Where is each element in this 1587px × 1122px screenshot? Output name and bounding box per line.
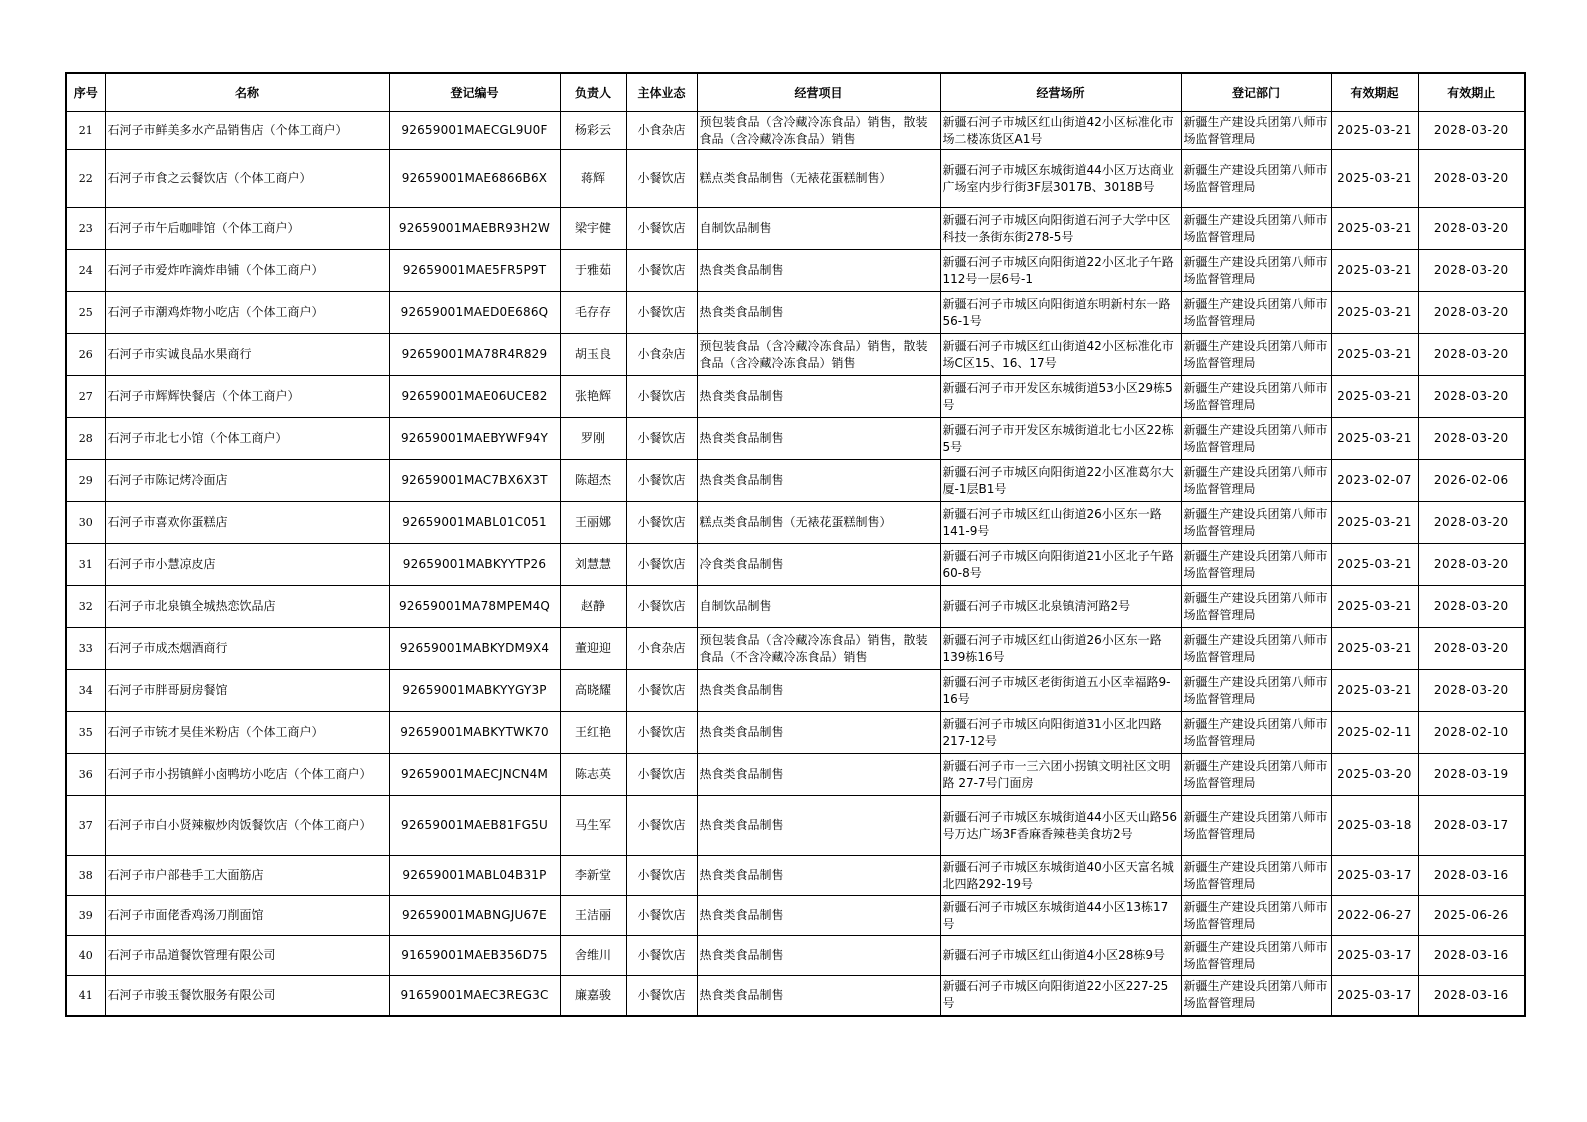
registration-code: 92659001MABKYYGY3P	[389, 670, 560, 712]
header-place: 经营场所	[940, 73, 1181, 112]
business-type: 小餐饮店	[626, 936, 697, 976]
business-name: 石河子市食之云餐饮店（个体工商户）	[105, 150, 389, 208]
registration-department: 新疆生产建设兵团第八师市场监督管理局	[1181, 670, 1331, 712]
registration-department: 新疆生产建设兵团第八师市场监督管理局	[1181, 976, 1331, 1016]
header-valid-to: 有效期止	[1418, 73, 1525, 112]
business-address: 新疆石河子市城区红山街道42小区标准化市场C区15、16、17号	[940, 334, 1181, 376]
table-row	[66, 292, 1525, 334]
registration-code: 92659001MAC7BX6X3T	[389, 460, 560, 502]
registration-code: 92659001MAE06UCE82	[389, 376, 560, 418]
business-address: 新疆石河子市城区东城街道44小区13栋17号	[940, 896, 1181, 936]
row-number: 34	[66, 670, 105, 712]
valid-from-date: 2025-03-21	[1331, 112, 1418, 150]
row-number: 39	[66, 896, 105, 936]
header-no: 序号	[66, 73, 105, 112]
valid-to-date: 2028-03-20	[1418, 250, 1525, 292]
table-row	[66, 112, 1525, 150]
valid-to-date: 2028-03-20	[1418, 628, 1525, 670]
business-items: 冷食类食品制售	[697, 544, 940, 586]
registration-department: 新疆生产建设兵团第八师市场监督管理局	[1181, 376, 1331, 418]
table-row	[66, 150, 1525, 208]
table-row	[66, 856, 1525, 896]
header-code: 登记编号	[389, 73, 560, 112]
registration-department: 新疆生产建设兵团第八师市场监督管理局	[1181, 250, 1331, 292]
row-number: 23	[66, 208, 105, 250]
business-address: 新疆石河子市城区东城街道44小区天山路56号万达广场3F香麻香辣巷美食坊2号	[940, 796, 1181, 856]
registration-department: 新疆生产建设兵团第八师市场监督管理局	[1181, 502, 1331, 544]
valid-from-date: 2025-03-21	[1331, 502, 1418, 544]
header-items: 经营项目	[697, 73, 940, 112]
table-row	[66, 418, 1525, 460]
valid-from-date: 2025-03-21	[1331, 628, 1418, 670]
business-name: 石河子市实诚良品水果商行	[105, 334, 389, 376]
business-type: 小餐饮店	[626, 976, 697, 1016]
business-address: 新疆石河子市城区向阳街道21小区北子午路60-8号	[940, 544, 1181, 586]
business-type: 小餐饮店	[626, 896, 697, 936]
row-number: 26	[66, 334, 105, 376]
business-name: 石河子市白小贤辣椒炒肉饭餐饮店（个体工商户）	[105, 796, 389, 856]
valid-to-date: 2028-03-20	[1418, 112, 1525, 150]
business-items: 预包装食品（含冷藏冷冻食品）销售，散装食品（不含冷藏冷冻食品）销售	[697, 628, 940, 670]
business-items: 热食类食品制售	[697, 976, 940, 1016]
valid-to-date: 2025-06-26	[1418, 896, 1525, 936]
business-address: 新疆石河子市城区红山街道42小区标准化市场二楼冻货区A1号	[940, 112, 1181, 150]
row-number: 33	[66, 628, 105, 670]
row-number: 27	[66, 376, 105, 418]
valid-to-date: 2028-03-16	[1418, 856, 1525, 896]
responsible-person: 毛存存	[560, 292, 626, 334]
responsible-person: 董迎迎	[560, 628, 626, 670]
registration-code: 92659001MAEBR93H2W	[389, 208, 560, 250]
table-row	[66, 896, 1525, 936]
business-type: 小餐饮店	[626, 712, 697, 754]
valid-from-date: 2025-03-17	[1331, 856, 1418, 896]
table-row	[66, 544, 1525, 586]
business-address: 新疆石河子市城区红山街道26小区东一路141-9号	[940, 502, 1181, 544]
business-items: 热食类食品制售	[697, 460, 940, 502]
valid-to-date: 2028-03-20	[1418, 670, 1525, 712]
registration-code: 92659001MAED0E686Q	[389, 292, 560, 334]
row-number: 24	[66, 250, 105, 292]
row-number: 31	[66, 544, 105, 586]
valid-from-date: 2025-03-20	[1331, 754, 1418, 796]
table-row	[66, 628, 1525, 670]
business-address: 新疆石河子市城区北泉镇清河路2号	[940, 586, 1181, 628]
header-row	[66, 73, 1525, 112]
valid-from-date: 2025-03-17	[1331, 976, 1418, 1016]
registration-department: 新疆生产建设兵团第八师市场监督管理局	[1181, 292, 1331, 334]
valid-to-date: 2028-03-20	[1418, 376, 1525, 418]
registration-department: 新疆生产建设兵团第八师市场监督管理局	[1181, 334, 1331, 376]
registration-department: 新疆生产建设兵团第八师市场监督管理局	[1181, 112, 1331, 150]
registration-department: 新疆生产建设兵团第八师市场监督管理局	[1181, 544, 1331, 586]
row-number: 36	[66, 754, 105, 796]
responsible-person: 马生军	[560, 796, 626, 856]
registration-department: 新疆生产建设兵团第八师市场监督管理局	[1181, 628, 1331, 670]
valid-to-date: 2028-03-20	[1418, 334, 1525, 376]
registration-code: 92659001MABL01C051	[389, 502, 560, 544]
business-name: 石河子市胖哥厨房餐馆	[105, 670, 389, 712]
valid-to-date: 2028-03-19	[1418, 754, 1525, 796]
responsible-person: 廉嘉骏	[560, 976, 626, 1016]
business-items: 热食类食品制售	[697, 896, 940, 936]
business-name: 石河子市北七小馆（个体工商户）	[105, 418, 389, 460]
table-row	[66, 936, 1525, 976]
registration-department: 新疆生产建设兵团第八师市场监督管理局	[1181, 896, 1331, 936]
business-name: 石河子市面佬香鸡汤刀削面馆	[105, 896, 389, 936]
row-number: 21	[66, 112, 105, 150]
business-address: 新疆石河子市城区向阳街道22小区北子午路112号一层6号-1	[940, 250, 1181, 292]
registration-code: 92659001MAECJNCN4M	[389, 754, 560, 796]
business-type: 小食杂店	[626, 628, 697, 670]
registration-department: 新疆生产建设兵团第八师市场监督管理局	[1181, 208, 1331, 250]
row-number: 40	[66, 936, 105, 976]
valid-from-date: 2025-03-21	[1331, 208, 1418, 250]
business-address: 新疆石河子市城区向阳街道22小区227-25号	[940, 976, 1181, 1016]
registration-department: 新疆生产建设兵团第八师市场监督管理局	[1181, 460, 1331, 502]
table-row	[66, 460, 1525, 502]
table-body	[66, 112, 1525, 1016]
business-items: 糕点类食品制售（无裱花蛋糕制售）	[697, 150, 940, 208]
registration-department: 新疆生产建设兵团第八师市场监督管理局	[1181, 936, 1331, 976]
business-items: 预包装食品（含冷藏冷冻食品）销售，散装食品（含冷藏冷冻食品）销售	[697, 334, 940, 376]
row-number: 35	[66, 712, 105, 754]
row-number: 28	[66, 418, 105, 460]
valid-from-date: 2025-03-21	[1331, 670, 1418, 712]
table-row	[66, 586, 1525, 628]
business-name: 石河子市户部巷手工大面筋店	[105, 856, 389, 896]
business-address: 新疆石河子市城区红山街道4小区28栋9号	[940, 936, 1181, 976]
business-address: 新疆石河子市城区老街街道五小区幸福路9-16号	[940, 670, 1181, 712]
row-number: 22	[66, 150, 105, 208]
responsible-person: 王红艳	[560, 712, 626, 754]
valid-to-date: 2028-03-17	[1418, 796, 1525, 856]
business-type: 小餐饮店	[626, 150, 697, 208]
valid-from-date: 2025-03-21	[1331, 292, 1418, 334]
registration-department: 新疆生产建设兵团第八师市场监督管理局	[1181, 418, 1331, 460]
table-row	[66, 754, 1525, 796]
business-name: 石河子市午后咖啡馆（个体工商户）	[105, 208, 389, 250]
business-items: 预包装食品（含冷藏冷冻食品）销售，散装食品（含冷藏冷冻食品）销售	[697, 112, 940, 150]
registration-code: 92659001MABL04B31P	[389, 856, 560, 896]
responsible-person: 刘慧慧	[560, 544, 626, 586]
responsible-person: 胡玉良	[560, 334, 626, 376]
business-name: 石河子市陈记烤冷面店	[105, 460, 389, 502]
business-name: 石河子市鲜美多水产品销售店（个体工商户）	[105, 112, 389, 150]
row-number: 37	[66, 796, 105, 856]
header-person: 负责人	[560, 73, 626, 112]
business-type: 小餐饮店	[626, 670, 697, 712]
responsible-person: 蒋辉	[560, 150, 626, 208]
responsible-person: 舍维川	[560, 936, 626, 976]
registration-code: 92659001MABKYTWK70	[389, 712, 560, 754]
table-row	[66, 208, 1525, 250]
business-name: 石河子市成杰烟酒商行	[105, 628, 389, 670]
valid-to-date: 2028-03-20	[1418, 544, 1525, 586]
registration-department: 新疆生产建设兵团第八师市场监督管理局	[1181, 796, 1331, 856]
header-name: 名称	[105, 73, 389, 112]
valid-from-date: 2025-03-21	[1331, 150, 1418, 208]
business-name: 石河子市爱炸咋滴炸串铺（个体工商户）	[105, 250, 389, 292]
table-row	[66, 796, 1525, 856]
registration-code: 92659001MAE6866B6X	[389, 150, 560, 208]
registration-code: 91659001MAEC3REG3C	[389, 976, 560, 1016]
business-type: 小餐饮店	[626, 856, 697, 896]
responsible-person: 李新堂	[560, 856, 626, 896]
valid-to-date: 2028-03-16	[1418, 936, 1525, 976]
valid-from-date: 2025-03-21	[1331, 544, 1418, 586]
business-type: 小餐饮店	[626, 460, 697, 502]
business-items: 自制饮品制售	[697, 208, 940, 250]
business-type: 小食杂店	[626, 334, 697, 376]
business-type: 小餐饮店	[626, 796, 697, 856]
row-number: 32	[66, 586, 105, 628]
registration-code: 92659001MA78MPEM4Q	[389, 586, 560, 628]
business-address: 新疆石河子市开发区东城街道53小区29栋5号	[940, 376, 1181, 418]
registration-code: 92659001MA78R4R829	[389, 334, 560, 376]
header-valid-from: 有效期起	[1331, 73, 1418, 112]
valid-to-date: 2028-03-20	[1418, 502, 1525, 544]
row-number: 38	[66, 856, 105, 896]
responsible-person: 罗刚	[560, 418, 626, 460]
business-items: 热食类食品制售	[697, 712, 940, 754]
row-number: 29	[66, 460, 105, 502]
table-row	[66, 502, 1525, 544]
responsible-person: 陈志英	[560, 754, 626, 796]
business-name: 石河子市骏玉餐饮服务有限公司	[105, 976, 389, 1016]
responsible-person: 杨彩云	[560, 112, 626, 150]
valid-to-date: 2028-03-20	[1418, 208, 1525, 250]
business-type: 小餐饮店	[626, 754, 697, 796]
valid-from-date: 2025-03-21	[1331, 334, 1418, 376]
valid-to-date: 2028-03-16	[1418, 976, 1525, 1016]
business-items: 自制饮品制售	[697, 586, 940, 628]
registration-department: 新疆生产建设兵团第八师市场监督管理局	[1181, 754, 1331, 796]
business-type: 小餐饮店	[626, 544, 697, 586]
business-address: 新疆石河子市城区东城街道40小区天富名城北四路292-19号	[940, 856, 1181, 896]
business-items: 热食类食品制售	[697, 250, 940, 292]
business-items: 热食类食品制售	[697, 292, 940, 334]
business-name: 石河子市潮鸡炸物小吃店（个体工商户）	[105, 292, 389, 334]
table-row	[66, 976, 1525, 1016]
business-type: 小餐饮店	[626, 586, 697, 628]
valid-from-date: 2025-03-18	[1331, 796, 1418, 856]
business-address: 新疆石河子市城区向阳街道31小区北四路217-12号	[940, 712, 1181, 754]
table-row	[66, 670, 1525, 712]
row-number: 41	[66, 976, 105, 1016]
business-address: 新疆石河子市城区红山街道26小区东一路139栋16号	[940, 628, 1181, 670]
registration-department: 新疆生产建设兵团第八师市场监督管理局	[1181, 150, 1331, 208]
valid-from-date: 2025-03-21	[1331, 376, 1418, 418]
table-row	[66, 250, 1525, 292]
business-name: 石河子市北泉镇全城热恋饮品店	[105, 586, 389, 628]
valid-to-date: 2028-03-20	[1418, 292, 1525, 334]
business-items: 热食类食品制售	[697, 796, 940, 856]
business-items: 热食类食品制售	[697, 418, 940, 460]
valid-from-date: 2023-02-07	[1331, 460, 1418, 502]
valid-from-date: 2025-03-21	[1331, 418, 1418, 460]
registration-code: 92659001MABKYYTP26	[389, 544, 560, 586]
business-type: 小餐饮店	[626, 376, 697, 418]
business-items: 热食类食品制售	[697, 936, 940, 976]
business-address: 新疆石河子市城区向阳街道东明新村东一路56-1号	[940, 292, 1181, 334]
registration-code: 92659001MAEBYWF94Y	[389, 418, 560, 460]
business-type: 小餐饮店	[626, 208, 697, 250]
header-type: 主体业态	[626, 73, 697, 112]
valid-to-date: 2028-03-20	[1418, 586, 1525, 628]
registration-code: 92659001MAE5FR5P9T	[389, 250, 560, 292]
table-row	[66, 334, 1525, 376]
responsible-person: 梁宇健	[560, 208, 626, 250]
valid-to-date: 2028-03-20	[1418, 150, 1525, 208]
business-address: 新疆石河子市一三六团小拐镇文明社区文明路 27-7号门面房	[940, 754, 1181, 796]
business-type: 小食杂店	[626, 112, 697, 150]
responsible-person: 于雅茹	[560, 250, 626, 292]
registration-code: 92659001MABNGJU67E	[389, 896, 560, 936]
business-items: 热食类食品制售	[697, 670, 940, 712]
business-type: 小餐饮店	[626, 418, 697, 460]
business-items: 糕点类食品制售（无裱花蛋糕制售）	[697, 502, 940, 544]
business-name: 石河子市辉辉快餐店（个体工商户）	[105, 376, 389, 418]
business-name: 石河子市品道餐饮管理有限公司	[105, 936, 389, 976]
business-type: 小餐饮店	[626, 292, 697, 334]
business-address: 新疆石河子市城区东城街道44小区万达商业广场室内步行街3F层3017B、3018B号	[940, 150, 1181, 208]
responsible-person: 王洁丽	[560, 896, 626, 936]
valid-from-date: 2025-03-21	[1331, 250, 1418, 292]
responsible-person: 王丽娜	[560, 502, 626, 544]
table-row	[66, 376, 1525, 418]
row-number: 30	[66, 502, 105, 544]
business-address: 新疆石河子市城区向阳街道22小区准葛尔大厦-1层B1号	[940, 460, 1181, 502]
registration-code: 92659001MABKYDM9X4	[389, 628, 560, 670]
business-items: 热食类食品制售	[697, 754, 940, 796]
valid-from-date: 2022-06-27	[1331, 896, 1418, 936]
business-name: 石河子市小拐镇鲜小卤鸭坊小吃店（个体工商户）	[105, 754, 389, 796]
business-type: 小餐饮店	[626, 502, 697, 544]
table-row	[66, 712, 1525, 754]
business-name: 石河子市铳才昊佳米粉店（个体工商户）	[105, 712, 389, 754]
registration-table	[65, 72, 1526, 1017]
registration-department: 新疆生产建设兵团第八师市场监督管理局	[1181, 586, 1331, 628]
business-items: 热食类食品制售	[697, 856, 940, 896]
valid-to-date: 2028-02-10	[1418, 712, 1525, 754]
valid-from-date: 2025-02-11	[1331, 712, 1418, 754]
responsible-person: 张艳辉	[560, 376, 626, 418]
row-number: 25	[66, 292, 105, 334]
valid-from-date: 2025-03-21	[1331, 586, 1418, 628]
responsible-person: 赵静	[560, 586, 626, 628]
header-dept: 登记部门	[1181, 73, 1331, 112]
business-address: 新疆石河子市开发区东城街道北七小区22栋5号	[940, 418, 1181, 460]
valid-to-date: 2028-03-20	[1418, 418, 1525, 460]
valid-to-date: 2026-02-06	[1418, 460, 1525, 502]
registration-department: 新疆生产建设兵团第八师市场监督管理局	[1181, 712, 1331, 754]
business-address: 新疆石河子市城区向阳街道石河子大学中区科技一条街东街278-5号	[940, 208, 1181, 250]
registration-department: 新疆生产建设兵团第八师市场监督管理局	[1181, 856, 1331, 896]
registration-table-container	[65, 72, 1524, 1017]
registration-code: 91659001MAEB356D75	[389, 936, 560, 976]
responsible-person: 高晓耀	[560, 670, 626, 712]
registration-code: 92659001MAEB81FG5U	[389, 796, 560, 856]
business-name: 石河子市小慧凉皮店	[105, 544, 389, 586]
business-items: 热食类食品制售	[697, 376, 940, 418]
registration-code: 92659001MAECGL9U0F	[389, 112, 560, 150]
valid-from-date: 2025-03-17	[1331, 936, 1418, 976]
responsible-person: 陈超杰	[560, 460, 626, 502]
business-type: 小餐饮店	[626, 250, 697, 292]
business-name: 石河子市喜欢你蛋糕店	[105, 502, 389, 544]
